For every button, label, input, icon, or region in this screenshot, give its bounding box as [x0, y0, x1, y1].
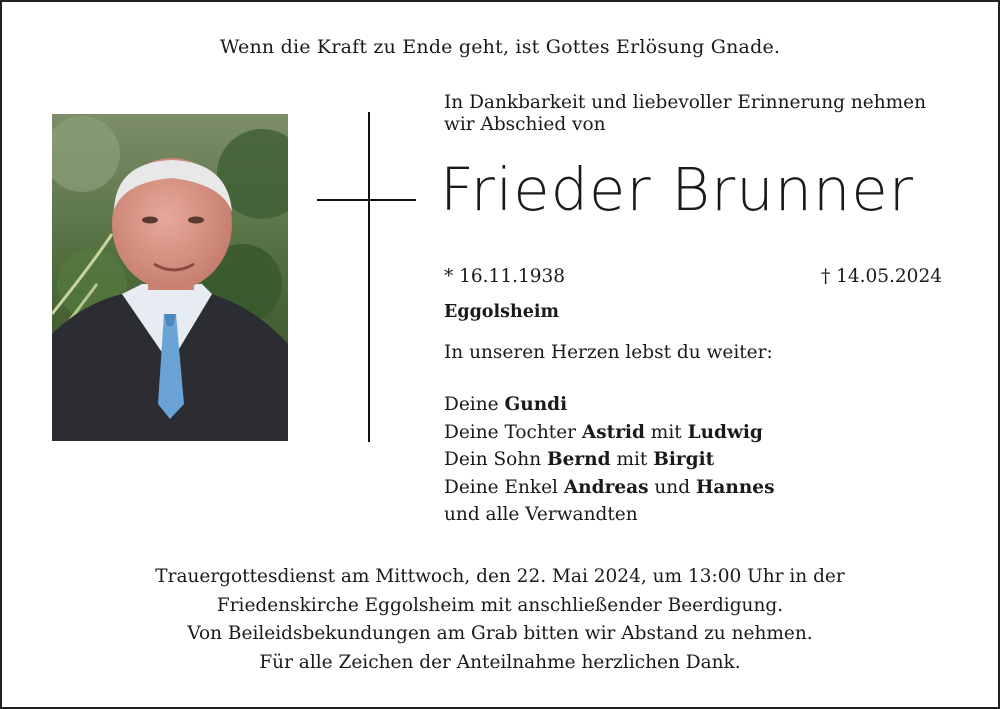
mourner-line [444, 501, 775, 529]
mourner-partner-name: Ludwig [687, 421, 763, 443]
mourner-prefix: Dein Sohn [444, 449, 548, 470]
service-line-2: Friedenskirche Eggolsheim mit anschließender Beerdigung. [216, 594, 784, 616]
mourner-line [444, 419, 775, 447]
mourner-prefix: Deine Tochter [444, 421, 582, 443]
mourner-line [444, 446, 775, 474]
mourner-connector: mit [610, 449, 654, 470]
portrait-photo [52, 114, 288, 441]
deceased-name: Frieder Brunner [440, 155, 914, 224]
birth-date: * 16.11.1938 [444, 266, 566, 287]
motto-text: Wenn die Kraft zu Ende geht, ist Gottes Erlösung Gnade. [219, 36, 781, 58]
cross-vertical-bar [368, 112, 370, 442]
mourner-prefix: Deine Enkel [444, 476, 564, 498]
service-line-1: Trauergottesdienst am Mittwoch, den 22. Mai 2024, um 13:00 Uhr in der [155, 566, 845, 587]
mourner-line [444, 474, 775, 502]
mourner-line [444, 391, 775, 419]
mourner-connector: mit [644, 421, 688, 443]
intro-line-2: wir Abschied von [444, 114, 606, 135]
mourner-name: Astrid [581, 421, 645, 443]
intro-text [444, 92, 964, 136]
mourner-name: Gundi [504, 394, 568, 415]
mourner-name: Bernd [547, 449, 611, 470]
mourner-name: Andreas [563, 476, 649, 498]
mourner-partner-name: Hannes [695, 476, 775, 498]
place-of-residence: Eggolsheim [444, 302, 560, 322]
mourner-prefix: Deine [444, 394, 505, 415]
mourner-prefix: und alle Verwandten [444, 504, 638, 525]
mourners-list [444, 391, 775, 529]
heart-text: In unseren Herzen lebst du weiter: [444, 342, 773, 363]
service-info [0, 563, 1000, 677]
cross-horizontal-bar [317, 199, 416, 201]
service-line-3: Von Beileidsbekundungen am Grab bitten wir Abstand zu nehmen. [187, 623, 813, 644]
mourner-connector: und [648, 476, 696, 498]
life-dates [444, 266, 942, 287]
intro-line-1: In Dankbarkeit und liebevoller Erinnerung nehmen [444, 92, 927, 113]
death-date: † 14.05.2024 [820, 266, 942, 287]
service-line-4: Für alle Zeichen der Anteilnahme herzlichen Dank. [259, 651, 741, 673]
mourner-partner-name: Birgit [653, 449, 715, 470]
